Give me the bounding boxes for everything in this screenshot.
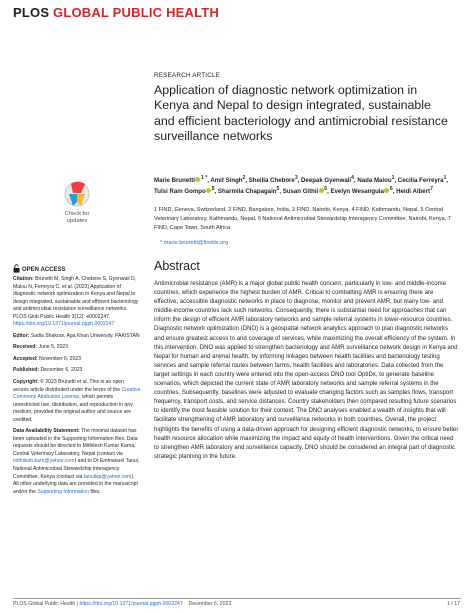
editor-block xyxy=(13,333,141,341)
author-name[interactable]: , Sharmila Chapagain xyxy=(214,188,277,196)
data-availability-text: files. xyxy=(88,488,101,495)
citation-text: Brunetti M, Singh A, Chebore S, Gyenwali D, Malou N, Ferreyra C, et al. (2023) Application of diagnostic network optimization in Kenya and Nepal to design integrated, sustainable and efficient bacteriology and antimicrobial resistance surveillance networks. PLOS Glob Public Health 3(12): e0002247. xyxy=(13,276,139,320)
orcid-icon[interactable] xyxy=(206,188,211,193)
footer-divider xyxy=(13,598,461,599)
editor-text: Sadia Shakoor, Aga Khan University, PAKISTAN xyxy=(29,332,140,339)
supporting-information-link[interactable]: Supporting Information xyxy=(37,488,89,495)
author-list xyxy=(154,174,459,196)
accepted-date: November 6, 2023 xyxy=(37,355,81,362)
article-type: RESEARCH ARTICLE xyxy=(154,72,221,79)
author-superscript: 2 xyxy=(242,175,246,181)
published-date: December 6, 2023 xyxy=(39,367,83,374)
author-name[interactable]: , Deepak Gyenwali xyxy=(297,177,352,185)
author-superscript: 6 xyxy=(324,186,328,193)
license-link[interactable]: Creative Commons Attribution License xyxy=(13,386,141,401)
copyright-label: Copyright: xyxy=(13,379,39,386)
crossmark-label-line1: Check for xyxy=(64,211,90,217)
author-superscript: 1 xyxy=(391,175,395,181)
received-date: June 5, 2023 xyxy=(37,344,68,351)
author-name[interactable]: , Susan Githii xyxy=(279,188,319,196)
copyright-text: , which permits unrestricted use, distribution, and reproduction in any medium, provided the original author and source are credited. xyxy=(13,394,133,423)
page-number: 1 / 17 xyxy=(447,601,460,607)
open-access-text: OPEN ACCESS xyxy=(22,267,66,273)
published-label: Published: xyxy=(13,367,40,374)
journal-name-plos: PLOS xyxy=(13,5,54,20)
copyright-block xyxy=(13,379,141,424)
author-name[interactable]: , Evelyn Wesangula xyxy=(327,188,384,196)
author-superscript: 4 xyxy=(351,175,354,181)
open-access-label xyxy=(13,264,65,273)
citation-doi-link[interactable]: https://doi.org/10.1371/journal.pgph.0002247 xyxy=(13,321,115,328)
received-block xyxy=(13,344,141,352)
published-block xyxy=(13,367,141,375)
email-link[interactable]: tanuikip@yahoo.com xyxy=(83,473,132,480)
abstract-body: Antimicrobial resistance (AMR) is a major global public health concern, particularly in low- and middle-income countries, which experience the highest burden of AMR. Critical to combatting AMR is ensuring there are effective, accessible diagnostic networks in place to diagnose, monitor and prevent AMR, but many low- and middle-income countries lack such networks. Consequently, there is substantial need for approaches that can inform the design of efficient AMR laboratory networks and sample referral systems in lower-resource countries. Diagnostic network optimization (DNO) is a geospatial network analytics approach to plan diagnostic networks and ensure greatest access to and coverage of services, while maximizing the overall efficiency of the system. In this intervention, DNO was applied to strengthen bacteriology and AMR surveillance network design in Kenya and Nepal for human and animal health, by informing linkages between health facilities and bacteriology testing services and sample referral routes between farms, health facilities and laboratories. Data collected from the target settings in each country were entered into the open-access DNO tool OptiDx, to generate baseline scenarios, which depicted the current state of AMR laboratory networks and sample referral systems in the countries. Subsequently, baselines were adjusted to evaluate changing factors such as samples flows, transport frequency, transport costs, and service distances. Country stakeholders then compared resulting future scenarios to identify the most feasible solution for their context. The DNO analyses enabled a wealth of insights that will facilitate strengthening of AMR laboratory and surveillance networks in both countries. Overall, the project highlights the benefits of using a data-driven approach for designing efficient diagnostic networks, to ensure better health resource allocation while maximizing the impact and equity of health interventions. Given the critical need to strengthen AMR laboratory and surveillance capacity, DNO should be considered an integral part of diagnostic strategic planning in the future. xyxy=(154,281,459,460)
author-superscript: 5 xyxy=(276,186,280,193)
footer-date: December 6, 2023 xyxy=(188,601,232,607)
email-link[interactable]: mithilesh.karn@yahoo.com xyxy=(13,458,75,465)
accepted-block xyxy=(13,356,141,364)
footer-doi-link[interactable]: https://doi.org/10.1371/journal.pgph.0002247 xyxy=(79,601,183,607)
author-superscript: 1 * xyxy=(200,175,208,181)
author-name[interactable]: , Tulsi Ram Gompo xyxy=(154,177,449,196)
author-superscript: 3 xyxy=(294,175,298,181)
abstract-heading: Abstract xyxy=(154,259,200,273)
data-availability-text: ). All other underlying data are provided in the manuscript and/or the xyxy=(13,473,138,495)
open-lock-icon xyxy=(13,264,20,273)
accepted-label: Accepted: xyxy=(13,355,38,362)
author-superscript: 6 xyxy=(389,186,393,193)
orcid-icon[interactable] xyxy=(195,177,200,182)
author-superscript: 5 xyxy=(211,186,215,193)
copyright-text: © 2023 Brunetti et al. This is an open access article distributed under the terms of the xyxy=(13,379,124,393)
received-label: Received: xyxy=(13,344,38,351)
author-superscript: 1 xyxy=(443,175,447,181)
article-metadata-sidebar xyxy=(13,276,141,500)
journal-name xyxy=(13,5,219,20)
journal-name-global-health: GLOBAL PUBLIC HEALTH xyxy=(53,5,220,20)
citation-label: Citation: xyxy=(13,276,34,282)
author-name[interactable]: , Amit Singh xyxy=(207,177,243,185)
check-for-updates-badge[interactable] xyxy=(58,180,96,226)
corresponding-email-link[interactable]: * marie.brunetti@finddx.org xyxy=(160,240,229,246)
editor-label: Editor: xyxy=(13,332,30,339)
crossmark-label-line2: updates xyxy=(66,218,88,224)
article-title: Application of diagnostic network optimization in Kenya and Nepal to design integrated, sustainable and efficient bacteriology and antimicrobial resistance surveillance networks xyxy=(154,83,448,143)
footer-citation xyxy=(13,601,231,607)
data-availability-label: Data Availability Statement: xyxy=(13,428,80,435)
crossmark-icon xyxy=(58,180,96,226)
orcid-icon[interactable] xyxy=(384,188,389,193)
data-availability-text: ) and to Dr Emmanuel Tanui, National Antimicrobial Stewardship Interagency Committee, Kenya (contact via xyxy=(13,458,140,480)
author-name[interactable]: , Cecilia Ferreyra xyxy=(394,177,444,185)
author-name[interactable]: , Heidi Albert xyxy=(392,188,431,196)
affiliations: 1 FIND, Geneva, Switzerland, 2 FIND, Bangalore, India, 3 FIND, Nairobi, Kenya, 4 FIND, Kathmandu, Nepal, 5 Central Veterinary Laboratory, Kathmandu, Nepal, 6 National Antimicrobial Stewardship Interagency Committee, Nairobi, Kenya, 7 FIND, Cape Town, South Africa xyxy=(154,207,451,231)
data-availability-text: The minimal dataset has been uploaded in the Supporting Information files. Data requests should be directed to Mithilesh Kumar Karna, Central Veterinary Laboratory, Nepal (contact via xyxy=(13,428,138,457)
footer-journal: PLOS Global Public Health | xyxy=(13,601,80,607)
author-name[interactable]: Marie Brunetti xyxy=(154,177,195,185)
author-name[interactable]: , Sheilla Chebore xyxy=(245,177,295,185)
author-superscript: 7 xyxy=(430,186,433,193)
author-name[interactable]: , Nada Malou xyxy=(353,177,392,185)
data-availability-block xyxy=(13,428,141,496)
citation-block xyxy=(13,276,141,329)
